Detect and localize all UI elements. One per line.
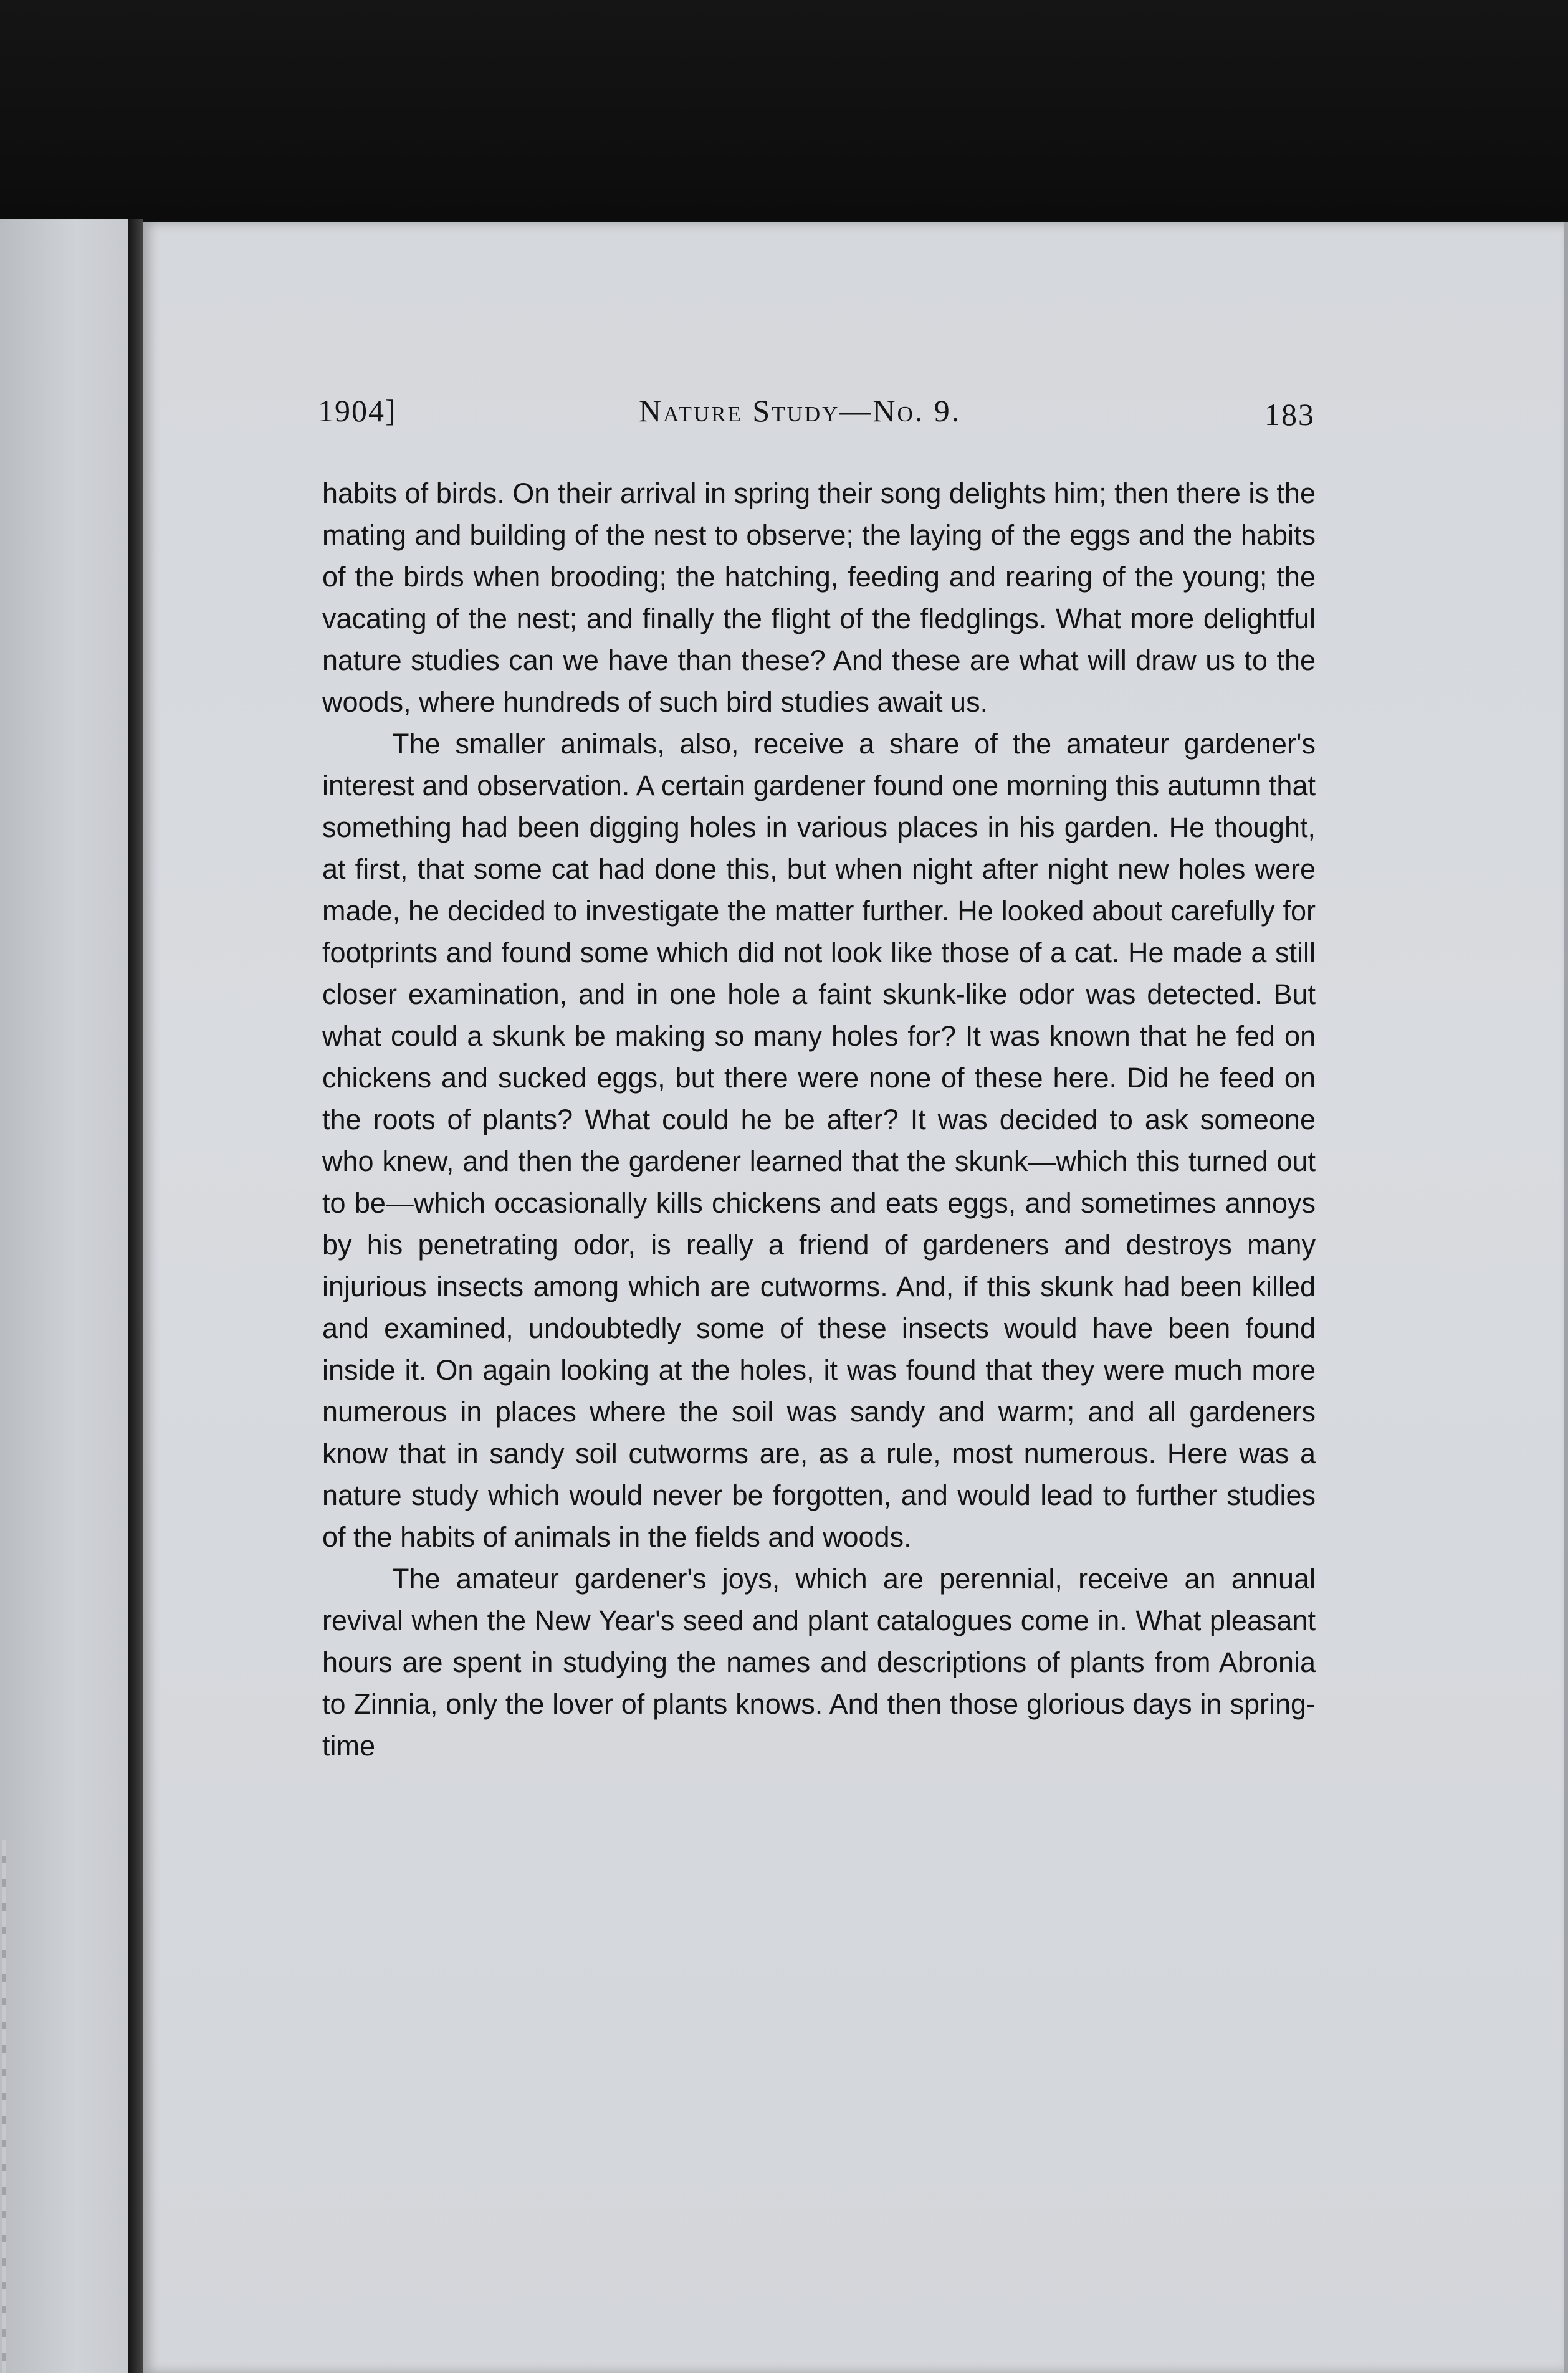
page-number: 183 xyxy=(1264,397,1315,432)
paragraph-skunk: The smaller animals, also, receive a share of the amateur gardener's interest and observation. A certain gardener found one morning this autumn that something had been digging holes in various places in his garden. He thought, at first, that some cat had done this, but when night after night new holes were made, he decided to investigate the matter further. He looked about carefully for footprints and found some which did not look like those of a cat. He made a still closer examination, and in one hole a faint skunk-like odor was detected. But what could a skunk be making so many holes for? It was known that he fed on chickens and sucked eggs, but there were none of these here. Did he feed on the roots of plants? What could he be after? It was decided to ask someone who knew, and then the gardener learned that the skunk—which this turned out to be—which occasionally kills chickens and eats eggs, and sometimes annoys by his penetrating odor, is really a friend of gardeners and destroys many injurious insects among which are cutworms. And, if this skunk had been killed and examined, undoubtedly some of these insects would have been found inside it. On again looking at the holes, it was found that they were much more numerous in places where the soil was sandy and warm; and all gardeners know that in sandy soil cutworms are, as a rule, most numerous. Here was a nature study which would never be forgotten, and would lead to further studies of the habits of animals in the fields and woods. xyxy=(322,728,1316,1553)
page-edge-marks xyxy=(2,1840,6,2373)
book-gutter xyxy=(128,219,143,2373)
previous-page-edge xyxy=(0,219,128,2373)
header-title: Nature Study—No. 9. xyxy=(639,393,962,428)
paragraph-seed-catalogues: The amateur gardener's joys, which are perennial, receive an annual revival when the New Year's seed and plant catalogues come in. What pleasant hours are spent in studying the names and descriptions of plants from Abronia to Zinnia, only the lover of plants knows. And then those glorious days in spring-time xyxy=(322,1563,1316,1762)
running-header xyxy=(318,388,1315,444)
page-body-text xyxy=(322,472,1316,1767)
header-year: 1904] xyxy=(318,393,397,428)
page-right-edge xyxy=(1564,222,1568,2373)
paragraph-birds-continued: habits of birds. On their arrival in spring their song delights him; then there is the mating and building of the nest to observe; the laying of the eggs and the habits of the birds when brooding; the hatching, feeding and rearing of the young; the vacating of the nest; and finally the flight of the fledglings. What more delightful nature studies can we have than these? And these are what will draw us to the woods, where hundreds of such bird studies await us. xyxy=(322,477,1316,718)
scanner-background xyxy=(0,0,1568,221)
